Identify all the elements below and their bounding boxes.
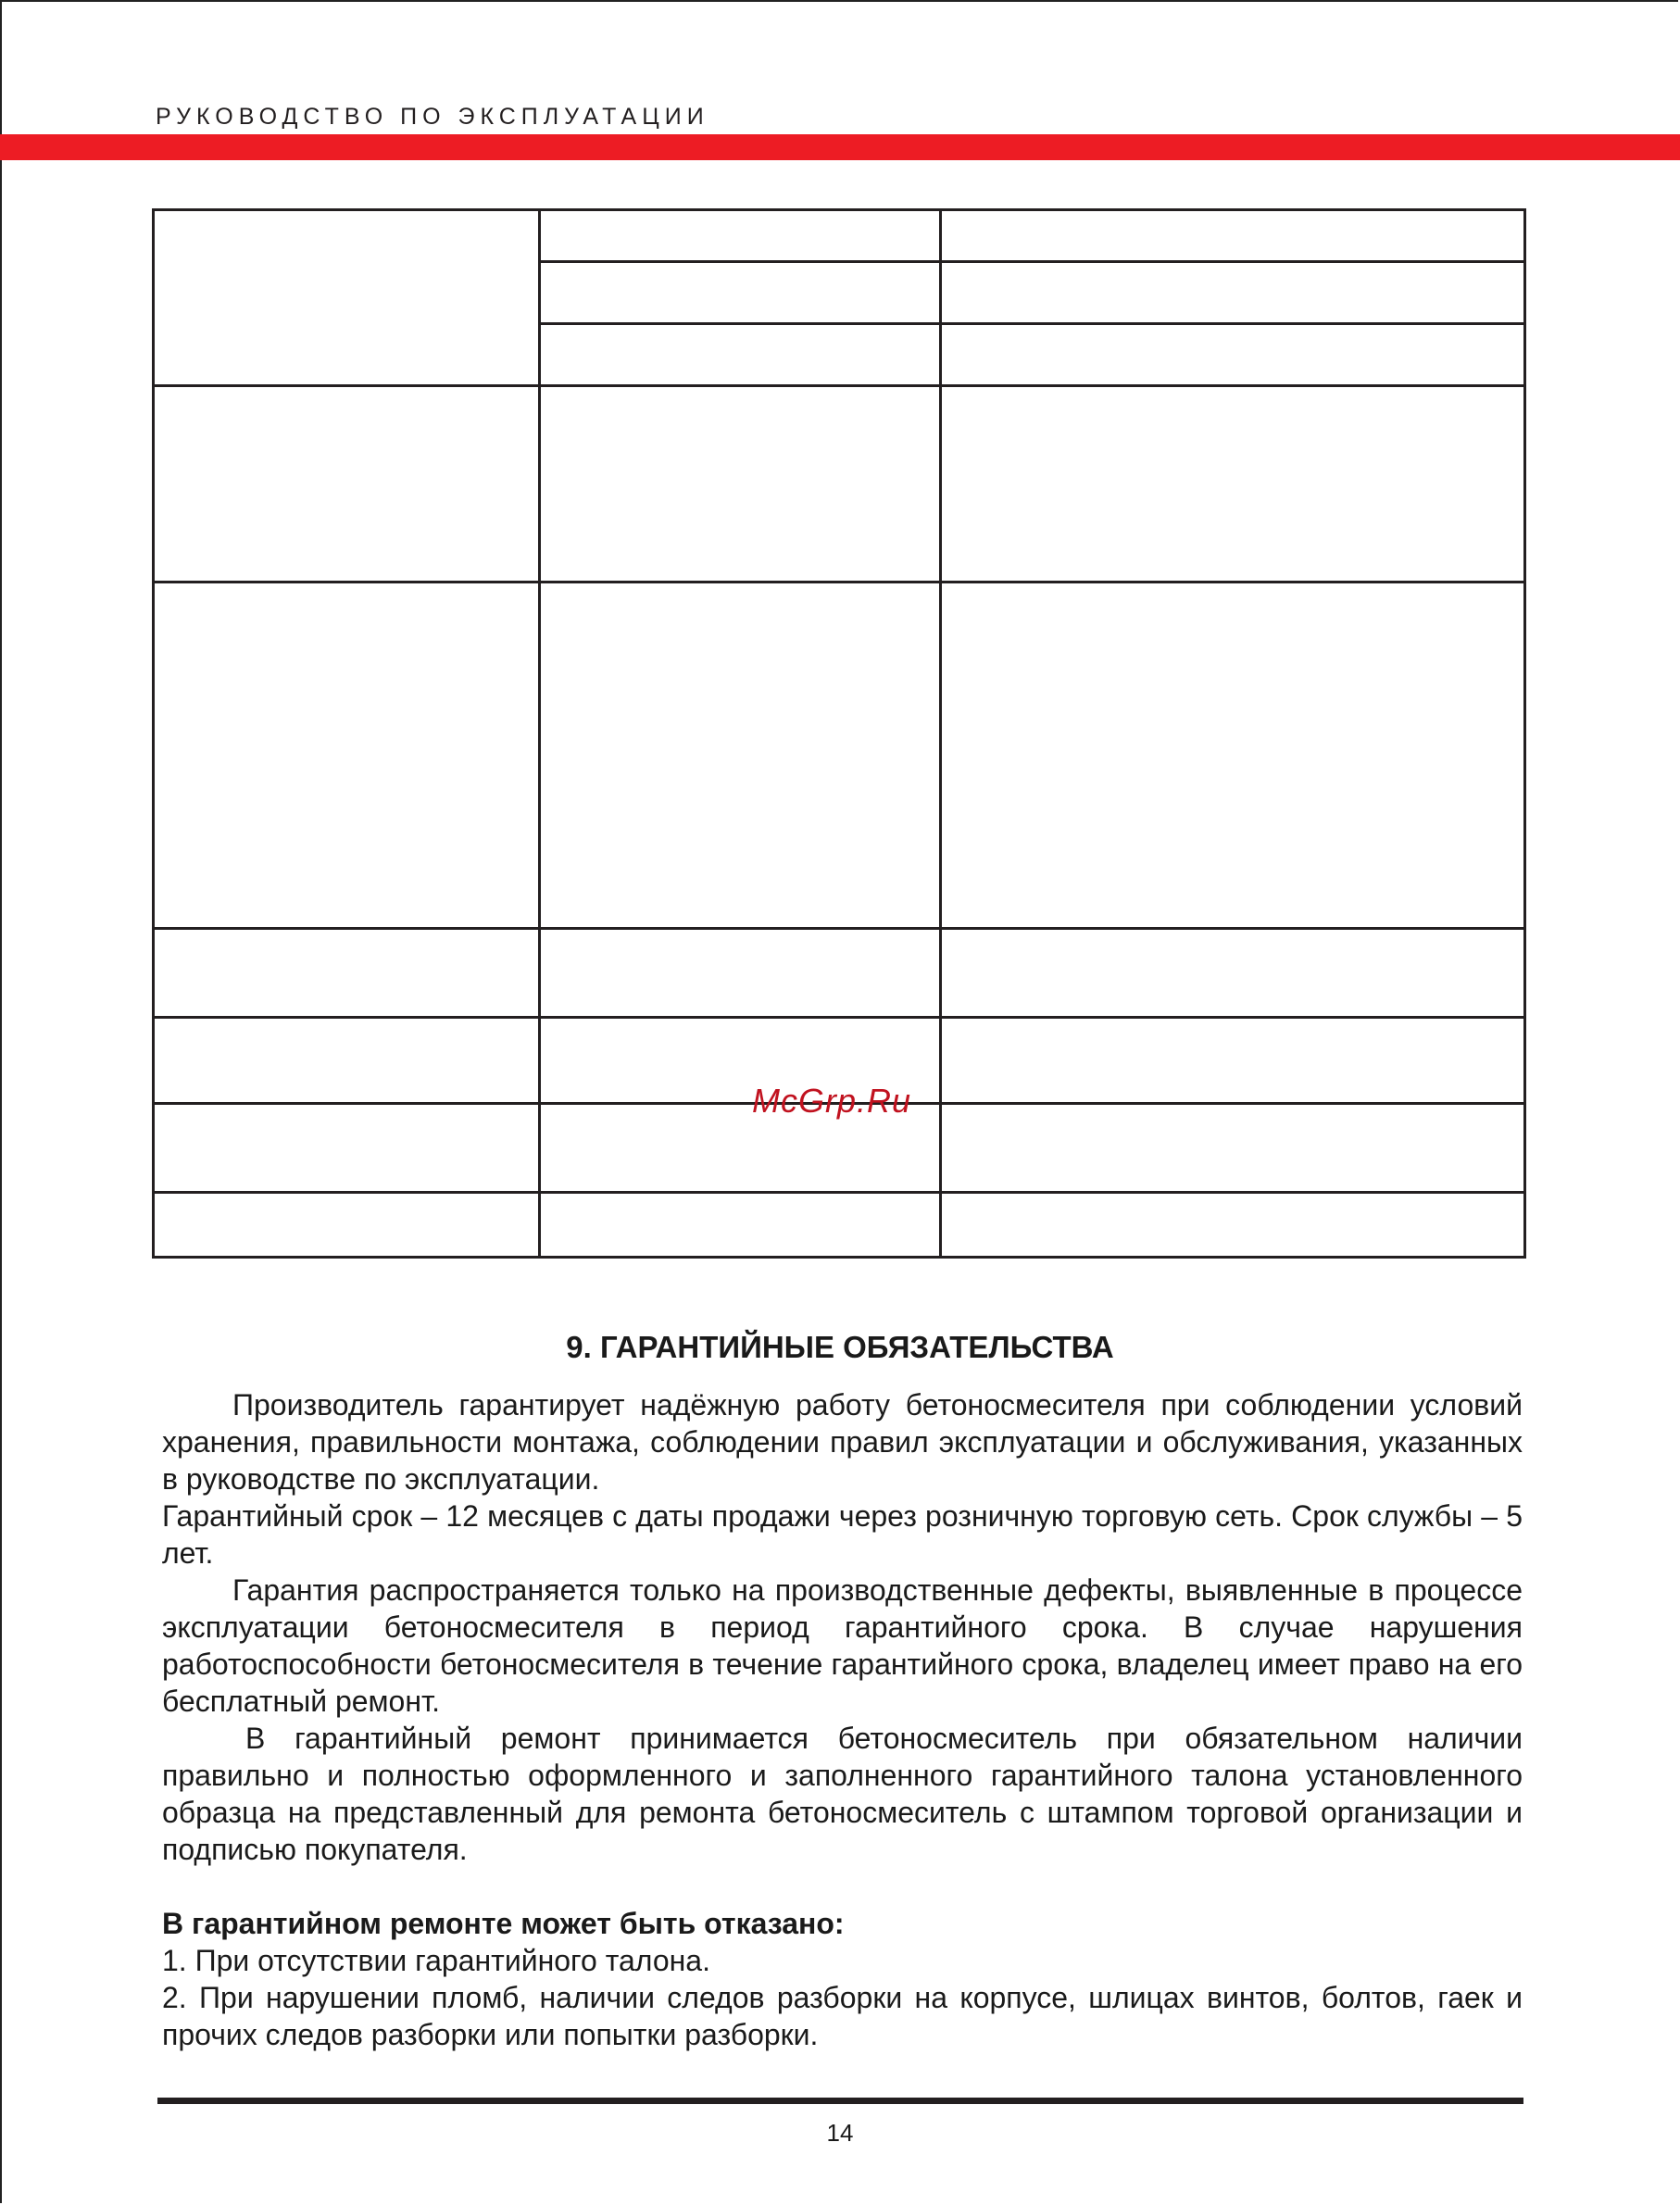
- table-cell: [941, 1193, 1525, 1258]
- table-cell: [540, 324, 941, 386]
- table-cell: [941, 929, 1525, 1018]
- table-row: [154, 1193, 1525, 1258]
- paragraph: Гарантия распространяется только на производственные дефекты, выявленные в процессе эксплуатации бетоносмесителя в период гарантийного срока. В случае нарушения работоспособности бетоносмесителя в течение гарантийного срока, владелец имеет право на его бесплатный ремонт.: [162, 1573, 1523, 1718]
- table-cell: [941, 324, 1525, 386]
- page-number: 14: [826, 2119, 854, 2147]
- table-cell: [941, 386, 1525, 583]
- list-item: 1. При отсутствии гарантийного талона.: [162, 1944, 710, 1977]
- table-cell: [540, 262, 941, 324]
- table-cell: [154, 386, 540, 583]
- watermark: McGrp.Ru: [752, 1082, 912, 1120]
- header-red-band: [0, 134, 1680, 160]
- table-row: [154, 210, 1525, 262]
- section-heading: 9. ГАРАНТИЙНЫЕ ОБЯЗАТЕЛЬСТВА: [566, 1330, 1114, 1364]
- table-cell: [154, 929, 540, 1018]
- table-cell: [154, 1104, 540, 1193]
- table-cell: [154, 1018, 540, 1104]
- table-cell: [540, 210, 941, 262]
- table-row: [154, 583, 1525, 929]
- table-row: [154, 929, 1525, 1018]
- table-cell: [540, 1193, 941, 1258]
- table-cell: [941, 210, 1525, 262]
- paragraph: Производитель гарантирует надёжную работу бетоносмесителя при соблюдении условий хранения, правильности монтажа, соблюдении правил эксплуатации и обслуживания, указанных в руководстве по эксплуатации.: [162, 1388, 1523, 1496]
- table-cell: [540, 583, 941, 929]
- table-cell: [540, 929, 941, 1018]
- footer-rule: [157, 2098, 1523, 2104]
- table-row: [154, 386, 1525, 583]
- running-header: РУКОВОДСТВО ПО ЭКСПЛУАТАЦИИ: [156, 104, 709, 130]
- table-cell: [941, 583, 1525, 929]
- table-cell: [941, 1018, 1525, 1104]
- paragraph: Гарантийный срок – 12 месяцев с даты продажи через розничную торговую сеть. Срок службы – 5 лет.: [162, 1499, 1523, 1570]
- table-cell: [941, 1104, 1525, 1193]
- warranty-text: [162, 1386, 1523, 2053]
- paragraph: В гарантийный ремонт принимается бетоносмеситель при обязательном наличии правильно и полностью оформленного и заполненного гарантийного талона установленного образца на представленный для ремонта бетоносмеситель с штампом торговой организации и подписью покупателя.: [162, 1722, 1523, 1866]
- table-cell: [154, 1193, 540, 1258]
- table-cell: [540, 386, 941, 583]
- refusal-heading: В гарантийном ремонте может быть отказано:: [162, 1907, 845, 1940]
- table-cell: [154, 583, 540, 929]
- list-item: 2. При нарушении пломб, наличии следов разборки на корпусе, шлицах винтов, болтов, гаек и прочих следов разборки или попытки разборки.: [162, 1981, 1523, 2051]
- table-cell: [941, 262, 1525, 324]
- table-cell: [154, 210, 540, 386]
